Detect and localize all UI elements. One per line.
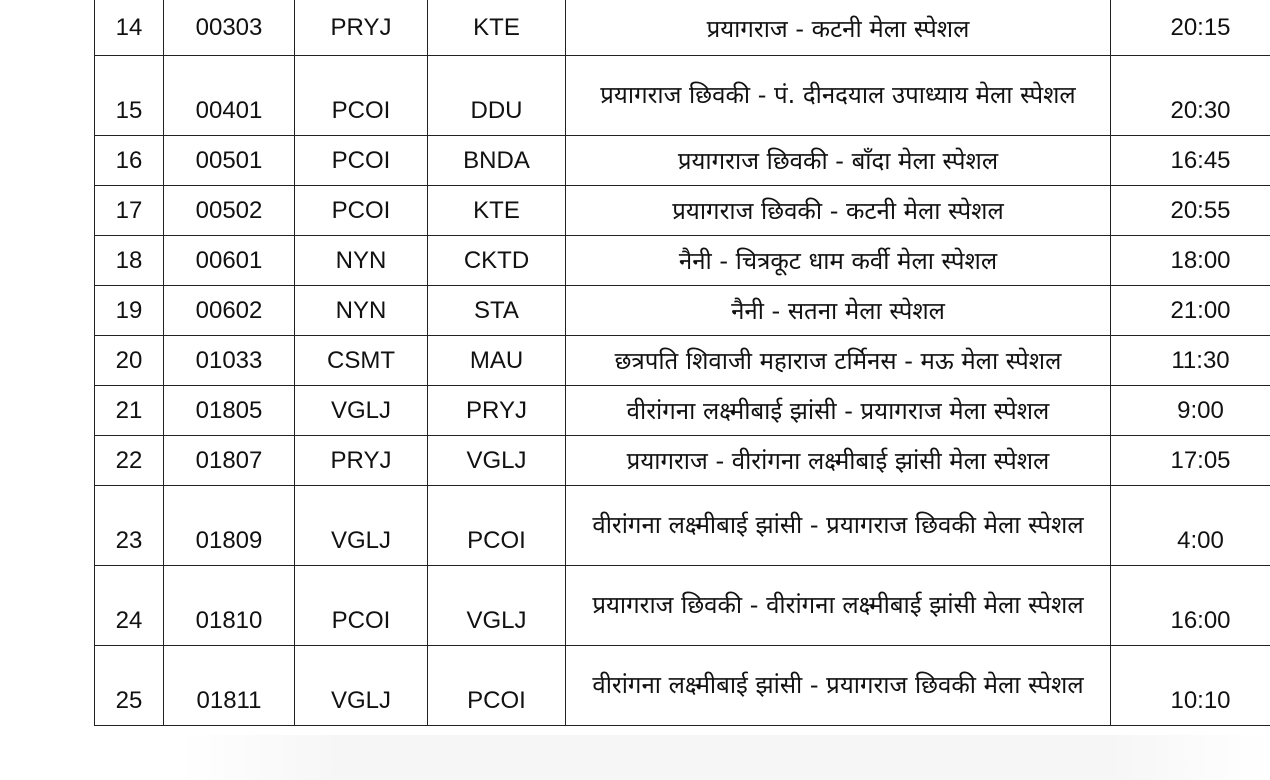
train-number-cell: 00303	[164, 0, 295, 56]
serial-number-cell: 15	[95, 56, 164, 136]
table-row	[95, 336, 1270, 386]
table-row	[95, 386, 1270, 436]
train-name-cell: प्रयागराज - वीरांगना लक्ष्मीबाई झांसी मेला स्पेशल	[566, 436, 1111, 486]
departure-time-cell: 16:00	[1111, 566, 1270, 646]
serial-number-cell: 24	[95, 566, 164, 646]
table-row	[95, 286, 1270, 336]
to-station-cell: KTE	[428, 0, 566, 56]
to-station-cell: KTE	[428, 186, 566, 236]
train-name-cell: वीरांगना लक्ष्मीबाई झांसी - प्रयागराज छिवकी मेला स्पेशल	[566, 646, 1111, 726]
serial-number-cell: 21	[95, 386, 164, 436]
table-row	[95, 436, 1270, 486]
table-row	[95, 186, 1270, 236]
table-row	[95, 236, 1270, 286]
train-schedule-table	[94, 0, 1270, 726]
train-number-cell: 00501	[164, 136, 295, 186]
from-station-cell: NYN	[295, 236, 428, 286]
to-station-cell: CKTD	[428, 236, 566, 286]
table-body	[95, 0, 1270, 726]
departure-time-cell: 21:00	[1111, 286, 1270, 336]
to-station-cell: MAU	[428, 336, 566, 386]
serial-number-cell: 22	[95, 436, 164, 486]
from-station-cell: PCOI	[295, 186, 428, 236]
from-station-cell: PRYJ	[295, 0, 428, 56]
train-name-cell: नैनी - चित्रकूट धाम कर्वी मेला स्पेशल	[566, 236, 1111, 286]
departure-time-cell: 4:00	[1111, 486, 1270, 566]
table-row	[95, 56, 1270, 136]
train-name-cell: प्रयागराज छिवकी - वीरांगना लक्ष्मीबाई झांसी मेला स्पेशल	[566, 566, 1111, 646]
serial-number-cell: 19	[95, 286, 164, 336]
from-station-cell: VGLJ	[295, 646, 428, 726]
departure-time-cell: 18:00	[1111, 236, 1270, 286]
to-station-cell: PCOI	[428, 486, 566, 566]
train-name-cell: नैनी - सतना मेला स्पेशल	[566, 286, 1111, 336]
from-station-cell: PCOI	[295, 566, 428, 646]
train-name-cell: वीरांगना लक्ष्मीबाई झांसी - प्रयागराज मेला स्पेशल	[566, 386, 1111, 436]
train-number-cell: 01033	[164, 336, 295, 386]
train-number-cell: 01810	[164, 566, 295, 646]
train-number-cell: 00601	[164, 236, 295, 286]
from-station-cell: PRYJ	[295, 436, 428, 486]
train-number-cell: 01807	[164, 436, 295, 486]
serial-number-cell: 20	[95, 336, 164, 386]
serial-number-cell: 25	[95, 646, 164, 726]
from-station-cell: PCOI	[295, 56, 428, 136]
departure-time-cell: 20:55	[1111, 186, 1270, 236]
table-row	[95, 566, 1270, 646]
departure-time-cell: 17:05	[1111, 436, 1270, 486]
table-row	[95, 0, 1270, 56]
departure-time-cell: 20:15	[1111, 0, 1270, 56]
train-name-cell: प्रयागराज छिवकी - कटनी मेला स्पेशल	[566, 186, 1111, 236]
to-station-cell: VGLJ	[428, 566, 566, 646]
departure-time-cell: 11:30	[1111, 336, 1270, 386]
train-name-cell: प्रयागराज छिवकी - बाँदा मेला स्पेशल	[566, 136, 1111, 186]
from-station-cell: VGLJ	[295, 386, 428, 436]
train-number-cell: 00401	[164, 56, 295, 136]
serial-number-cell: 18	[95, 236, 164, 286]
train-name-cell: वीरांगना लक्ष्मीबाई झांसी - प्रयागराज छिवकी मेला स्पेशल	[566, 486, 1111, 566]
train-number-cell: 01805	[164, 386, 295, 436]
serial-number-cell: 17	[95, 186, 164, 236]
table-row	[95, 646, 1270, 726]
from-station-cell: PCOI	[295, 136, 428, 186]
from-station-cell: CSMT	[295, 336, 428, 386]
to-station-cell: BNDA	[428, 136, 566, 186]
departure-time-cell: 9:00	[1111, 386, 1270, 436]
train-name-cell: प्रयागराज छिवकी - पं. दीनदयाल उपाध्याय मेला स्पेशल	[566, 56, 1111, 136]
to-station-cell: VGLJ	[428, 436, 566, 486]
train-number-cell: 01809	[164, 486, 295, 566]
serial-number-cell: 14	[95, 0, 164, 56]
from-station-cell: VGLJ	[295, 486, 428, 566]
from-station-cell: NYN	[295, 286, 428, 336]
train-number-cell: 00502	[164, 186, 295, 236]
table-row	[95, 136, 1270, 186]
to-station-cell: STA	[428, 286, 566, 336]
train-name-cell: प्रयागराज - कटनी मेला स्पेशल	[566, 0, 1111, 56]
serial-number-cell: 16	[95, 136, 164, 186]
table-row	[95, 486, 1270, 566]
train-name-cell: छत्रपति शिवाजी महाराज टर्मिनस - मऊ मेला स्पेशल	[566, 336, 1111, 386]
to-station-cell: DDU	[428, 56, 566, 136]
train-number-cell: 01811	[164, 646, 295, 726]
page-shadow-band	[180, 735, 1270, 780]
departure-time-cell: 16:45	[1111, 136, 1270, 186]
departure-time-cell: 10:10	[1111, 646, 1270, 726]
departure-time-cell: 20:30	[1111, 56, 1270, 136]
to-station-cell: PCOI	[428, 646, 566, 726]
train-number-cell: 00602	[164, 286, 295, 336]
serial-number-cell: 23	[95, 486, 164, 566]
to-station-cell: PRYJ	[428, 386, 566, 436]
